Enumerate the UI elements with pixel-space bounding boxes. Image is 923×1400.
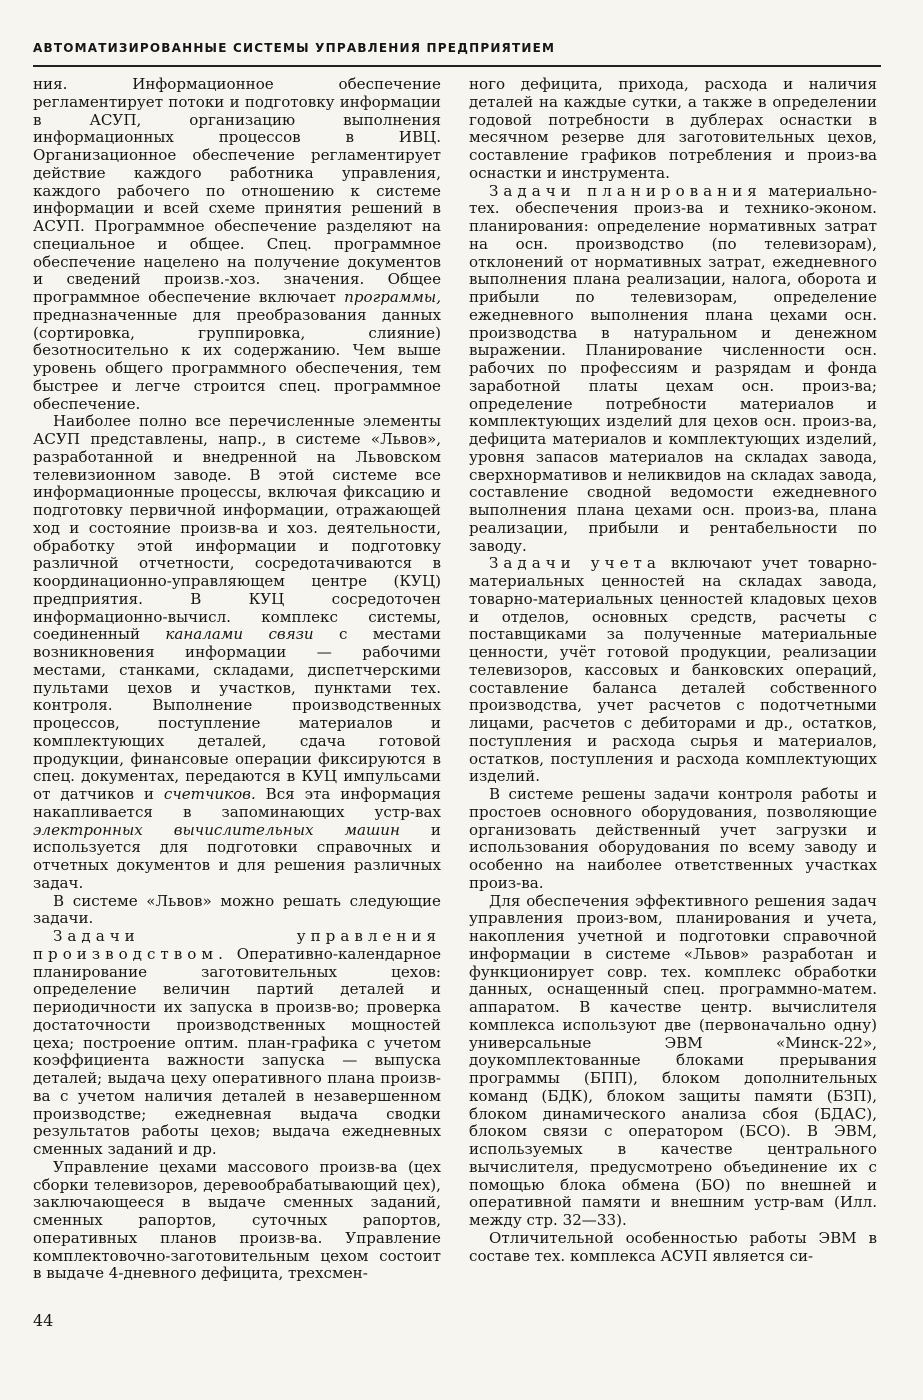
right-paragraph-2: Задачи планирования материально-тех. обеспечения произ-ва и технико-эконом. планирования: определение нормативных затрат на осн. производство (по телевизорам), отклонений от нормативных затрат, ежедневного выполнения плана реализации, налога, оборота и прибыли по телевизорам, определение ежедневного выполнения плана цехами осн. производства в натуральном и денежном выражении. Планирование численности осн. рабочих по профессиям и разрядам и фонда заработной платы цехам осн. произ-ва; определение потребности материалов и комплектующих изделий для цехов осн. произ-ва, дефицита материалов и комплектующих изделий, уровня запасов материалов на складах завода, сверхнормативов и неликвидов на складах завода, составление сводной ведомости ежедневного выполнения плана цехами осн. произ-ва, плана реализации, прибыли и рентабельности по заводу. — [469, 181, 877, 555]
right-paragraph-3: Задачи учета включают учет товарно-материальных ценностей на складах завода, товарно-материальных ценностей кладовых цехов и отделов, основных средств, расчеты с поставщиками за полученные материальные ценности, учёт готовой продукции, реализации телевизоров, кассовых и банковских операций, составление баланса деталей собственного производства, учет расчетов с подотчетными лицами, расчетов с дебиторами и др., остатков, поступления и расхода сырья и материалов, остатков, поступления и расхода комплектующих изделий. — [469, 554, 877, 786]
italic-term: программы, — [344, 288, 441, 306]
italic-term: каналами связи — [165, 625, 314, 644]
right-paragraph-6: Отличительной особенностью работы ЭВМ в составе тех. комплекса АСУП является си- — [469, 1228, 877, 1265]
right-column — [469, 76, 877, 1312]
running-title: АВТОМАТИЗИРОВАННЫЕ СИСТЕМЫ УПРАВЛЕНИЯ ПРЕДПРИЯТИЕМ — [33, 41, 556, 55]
right-paragraph-5: Для обеспечения эффективного решения задач управления произ-вом, планирования и учета, накопления учетной и подготовки справочной информации в системе «Львов» разработан и функционирует совр. тех. комплекс обработки данных, оснащенный спец. программно-матем. аппаратом. В качестве центр. вычислителя комплекса используют две (первоначально одну) универсальные ЭВМ «Минск-22», доукомплектованные блоками прерывания программы (БПП), блоком дополнительных команд (БДК), блоком защиты памяти (БЗП), блоком динамического анализа сбоя (БДАС), блоком связи с оператором (БСО). В ЭВМ, используемых в качестве центрального вычислителя, предусмотрено объединение их с помощью блока обмена (БО) по внешней и оперативной памяти и внешним устр-вам (Илл. между стр. 32—33). — [469, 891, 877, 1229]
left-paragraph-4: Задачи управления производством. Оперативно-календарное планирование заготовительных цехов: определение величин партий деталей и периодичности их запуска в произв-во; проверка достаточности производственных мощностей цеха; построение оптим. план-графика с учетом коэффициента важности запуска — выпуска деталей; выдача цеху оперативного плана произв-ва с учетом наличия деталей в незавершенном производстве; ежедневная выдача сводки результатов работы цехов; выдача ежедневных сменных заданий и др. — [33, 927, 441, 1158]
left-paragraph-5: Управление цехами массового произв-ва (цех сборки телевизоров, деревообрабатывающий цех), заключающееся в выдаче сменных заданий, сменных рапортов, суточных рапортов, оперативных планов произв-ва. Управление комплектовочно-заготовительным цехом состоит в выдаче 4-дневного дефицита, трехсмен- — [33, 1157, 441, 1283]
spaced-heading: Задачи управления производством. — [33, 927, 441, 963]
page-number: 44 — [33, 1311, 54, 1330]
header-rule — [33, 65, 881, 67]
italic-term: электронных вычислительных машин — [33, 820, 400, 839]
left-paragraph-1: ния. Информационное обеспечение регламентирует потоки и подготовку информации в АСУП, организацию выполнения информационных процессов в ИВЦ. Организационное обеспечение регламентирует действие каждого работника управления, каждого рабочего по отношению к системе информации и всей схеме принятия решений в АСУП. Программное обеспечение разделяют на специальное и общее. Спец. программное обеспечение нацелено на получение документов и сведений произв.-хоз. значения. Общее программное обеспечение включает программы, предназначенные для преобразования данных (сортировка, группировка, слияние) безотносительно к их содержанию. Чем выше уровень общего программного обеспечения, тем быстрее и легче строится спец. программное обеспечение. — [33, 76, 441, 413]
left-paragraph-3: В системе «Львов» можно решать следующие задачи. — [33, 891, 441, 928]
left-column — [33, 76, 441, 1312]
spaced-heading: Задачи планирования — [489, 181, 762, 200]
italic-term: счетчиков. — [163, 785, 256, 803]
spaced-heading: Задачи учета — [489, 554, 661, 573]
left-paragraph-2: Наиболее полно все перечисленные элементы АСУП представлены, напр., в системе «Львов», разработанной и внедренной на Львовском телевизионном заводе. В этой системе все информационные процессы, включая фиксацию и подготовку первичной информации, отражающей ход и состояние произв-ва и хоз. деятельности, обработку этой информации и подготовку различной отчетности, сосредотачиваются в координационно-управляющем центре (КУЦ) предприятия. В КУЦ сосредоточен информационно-вычисл. комплекс системы, соединенный каналами связи с местами возникновения информации — рабочими местами, станками, складами, диспетчерскими пультами цехов и участков, пунктами тех. контроля. Выполнение производственных процессов, поступление материалов и комплектующих деталей, сдача готовой продукции, финансовые операции фиксируются в спец. документах, передаются в КУЦ импульсами от датчиков и счетчиков. Вся эта информация накапливается в запоминающих устр-вах электронных вычислительных машин и используется для подготовки справочных и отчетных документов и для решения различных задач. — [33, 412, 441, 892]
right-paragraph-1: ного дефицита, прихода, расхода и наличия деталей на каждые сутки, а также в определении годовой потребности в дублерах оснастки в месячном резерве для заготовительных цехов, составление графиков потребления и произ-ва оснастки и инструмента. — [469, 76, 877, 182]
right-paragraph-4: В системе решены задачи контроля работы и простоев основного оборудования, позволяющие организовать действенный учет загрузки и использования оборудования по всему заводу и особенно на наиболее ответственных участках произ-ва. — [469, 785, 877, 892]
